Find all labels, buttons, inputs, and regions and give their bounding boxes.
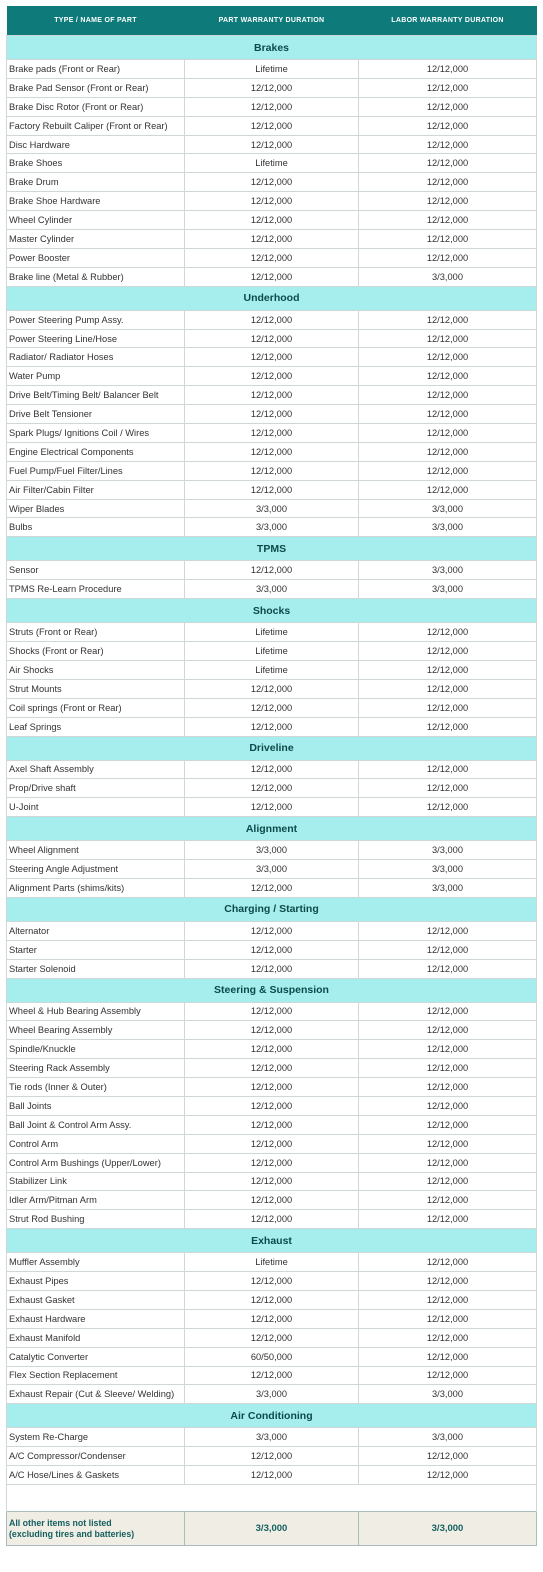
part-warranty-cell: 12/12,000 xyxy=(185,1002,359,1021)
part-name-cell: Air Shocks xyxy=(7,660,185,679)
header-part-name: TYPE / NAME OF PART xyxy=(7,6,185,36)
labor-warranty-cell: 3/3,000 xyxy=(359,267,537,286)
part-name-cell: Disc Hardware xyxy=(7,135,185,154)
part-warranty-cell: 12/12,000 xyxy=(185,1153,359,1172)
part-name-cell: Brake Drum xyxy=(7,173,185,192)
labor-warranty-cell: 12/12,000 xyxy=(359,1191,537,1210)
table-row xyxy=(7,1466,537,1485)
section-header-row xyxy=(7,897,537,921)
part-name-cell: Spindle/Knuckle xyxy=(7,1040,185,1059)
part-name-cell: A/C Hose/Lines & Gaskets xyxy=(7,1466,185,1485)
table-row xyxy=(7,499,537,518)
part-warranty-cell: 12/12,000 xyxy=(185,329,359,348)
table-row xyxy=(7,310,537,329)
labor-warranty-cell: 12/12,000 xyxy=(359,1210,537,1229)
labor-warranty-cell: 12/12,000 xyxy=(359,921,537,940)
part-name-cell: Struts (Front or Rear) xyxy=(7,623,185,642)
table-row xyxy=(7,779,537,798)
labor-warranty-cell: 12/12,000 xyxy=(359,154,537,173)
labor-warranty-cell: 12/12,000 xyxy=(359,1466,537,1485)
labor-warranty-cell: 12/12,000 xyxy=(359,1347,537,1366)
part-name-cell: Ball Joints xyxy=(7,1096,185,1115)
section-title: Air Conditioning xyxy=(7,1404,537,1428)
table-header-row xyxy=(7,6,537,36)
part-name-cell: Flex Section Replacement xyxy=(7,1366,185,1385)
labor-warranty-cell: 12/12,000 xyxy=(359,480,537,499)
part-name-cell: Leaf Springs xyxy=(7,717,185,736)
table-row xyxy=(7,1385,537,1404)
part-warranty-cell: 12/12,000 xyxy=(185,1078,359,1097)
part-name-cell: Stabilizer Link xyxy=(7,1172,185,1191)
labor-warranty-cell: 12/12,000 xyxy=(359,642,537,661)
part-warranty-cell: 12/12,000 xyxy=(185,959,359,978)
part-warranty-cell: 12/12,000 xyxy=(185,1040,359,1059)
part-name-cell: Strut Mounts xyxy=(7,679,185,698)
part-warranty-cell: 12/12,000 xyxy=(185,116,359,135)
table-row xyxy=(7,679,537,698)
part-name-cell: Drive Belt/Timing Belt/ Balancer Belt xyxy=(7,386,185,405)
section-title: Brakes xyxy=(7,36,537,60)
part-warranty-cell: 12/12,000 xyxy=(185,1210,359,1229)
labor-warranty-cell: 12/12,000 xyxy=(359,116,537,135)
part-warranty-cell: Lifetime xyxy=(185,660,359,679)
part-name-cell: Exhaust Hardware xyxy=(7,1309,185,1328)
part-warranty-cell: 12/12,000 xyxy=(185,480,359,499)
table-row xyxy=(7,1059,537,1078)
table-row xyxy=(7,878,537,897)
labor-warranty-cell: 12/12,000 xyxy=(359,698,537,717)
section-title: Charging / Starting xyxy=(7,897,537,921)
table-row xyxy=(7,660,537,679)
labor-warranty-cell: 12/12,000 xyxy=(359,1253,537,1272)
part-name-cell: Exhaust Gasket xyxy=(7,1290,185,1309)
table-row xyxy=(7,580,537,599)
part-name-cell: Muffler Assembly xyxy=(7,1253,185,1272)
part-name-cell: Power Steering Line/Hose xyxy=(7,329,185,348)
table-row xyxy=(7,1115,537,1134)
table-row xyxy=(7,348,537,367)
spacer-cell xyxy=(7,1485,537,1512)
table-row xyxy=(7,1328,537,1347)
table-row xyxy=(7,1153,537,1172)
part-warranty-cell: 12/12,000 xyxy=(185,1134,359,1153)
part-warranty-cell: 12/12,000 xyxy=(185,1021,359,1040)
part-warranty-cell: 12/12,000 xyxy=(185,1309,359,1328)
part-name-cell: Strut Rod Bushing xyxy=(7,1210,185,1229)
part-warranty-cell: 12/12,000 xyxy=(185,211,359,230)
table-row xyxy=(7,367,537,386)
part-warranty-cell: 12/12,000 xyxy=(185,1172,359,1191)
part-warranty-cell: 12/12,000 xyxy=(185,248,359,267)
part-name-cell: Control Arm xyxy=(7,1134,185,1153)
labor-warranty-cell: 3/3,000 xyxy=(359,860,537,879)
part-name-cell: Steering Angle Adjustment xyxy=(7,860,185,879)
part-name-cell: Fuel Pump/Fuel Filter/Lines xyxy=(7,461,185,480)
labor-warranty-cell: 12/12,000 xyxy=(359,329,537,348)
part-name-cell: Wheel Cylinder xyxy=(7,211,185,230)
table-row xyxy=(7,405,537,424)
labor-warranty-cell: 12/12,000 xyxy=(359,348,537,367)
table-row xyxy=(7,1253,537,1272)
part-name-cell: U-Joint xyxy=(7,798,185,817)
labor-warranty-cell: 3/3,000 xyxy=(359,499,537,518)
table-row xyxy=(7,760,537,779)
labor-warranty-cell: 12/12,000 xyxy=(359,1153,537,1172)
section-title: Exhaust xyxy=(7,1229,537,1253)
table-row xyxy=(7,78,537,97)
table-row xyxy=(7,97,537,116)
labor-warranty-cell: 12/12,000 xyxy=(359,1040,537,1059)
table-row xyxy=(7,1096,537,1115)
part-name-cell: TPMS Re-Learn Procedure xyxy=(7,580,185,599)
part-name-cell: Radiator/ Radiator Hoses xyxy=(7,348,185,367)
part-warranty-cell: 12/12,000 xyxy=(185,1366,359,1385)
table-row xyxy=(7,841,537,860)
section-title: TPMS xyxy=(7,537,537,561)
labor-warranty-cell: 12/12,000 xyxy=(359,717,537,736)
section-header-row xyxy=(7,286,537,310)
section-header-row xyxy=(7,817,537,841)
part-warranty-cell: 12/12,000 xyxy=(185,940,359,959)
footer-label-line1: All other items not listed xyxy=(9,1517,112,1528)
labor-warranty-cell: 3/3,000 xyxy=(359,518,537,537)
table-row xyxy=(7,518,537,537)
labor-warranty-cell: 12/12,000 xyxy=(359,1021,537,1040)
part-warranty-cell: 12/12,000 xyxy=(185,561,359,580)
table-row xyxy=(7,1447,537,1466)
labor-warranty-cell: 12/12,000 xyxy=(359,1328,537,1347)
table-row xyxy=(7,798,537,817)
labor-warranty-cell: 12/12,000 xyxy=(359,1172,537,1191)
labor-warranty-cell: 12/12,000 xyxy=(359,1002,537,1021)
footer-part-warranty: 3/3,000 xyxy=(185,1512,359,1546)
part-name-cell: Master Cylinder xyxy=(7,230,185,249)
part-name-cell: Steering Rack Assembly xyxy=(7,1059,185,1078)
labor-warranty-cell: 12/12,000 xyxy=(359,1290,537,1309)
part-warranty-cell: 12/12,000 xyxy=(185,760,359,779)
part-name-cell: Starter xyxy=(7,940,185,959)
part-warranty-cell: Lifetime xyxy=(185,623,359,642)
part-warranty-cell: 12/12,000 xyxy=(185,698,359,717)
part-name-cell: Tie rods (Inner & Outer) xyxy=(7,1078,185,1097)
table-row xyxy=(7,230,537,249)
labor-warranty-cell: 12/12,000 xyxy=(359,211,537,230)
labor-warranty-cell: 12/12,000 xyxy=(359,386,537,405)
part-warranty-cell: 3/3,000 xyxy=(185,580,359,599)
part-name-cell: System Re-Charge xyxy=(7,1428,185,1447)
labor-warranty-cell: 12/12,000 xyxy=(359,798,537,817)
section-title: Underhood xyxy=(7,286,537,310)
part-name-cell: Wheel Bearing Assembly xyxy=(7,1021,185,1040)
labor-warranty-cell: 12/12,000 xyxy=(359,679,537,698)
table-row xyxy=(7,1078,537,1097)
labor-warranty-cell: 3/3,000 xyxy=(359,878,537,897)
part-name-cell: Catalytic Converter xyxy=(7,1347,185,1366)
part-name-cell: Brake line (Metal & Rubber) xyxy=(7,267,185,286)
part-name-cell: Brake pads (Front or Rear) xyxy=(7,60,185,79)
table-row xyxy=(7,1347,537,1366)
part-warranty-cell: 12/12,000 xyxy=(185,1096,359,1115)
labor-warranty-cell: 3/3,000 xyxy=(359,580,537,599)
part-name-cell: Control Arm Bushings (Upper/Lower) xyxy=(7,1153,185,1172)
table-row xyxy=(7,1191,537,1210)
labor-warranty-cell: 3/3,000 xyxy=(359,561,537,580)
table-row xyxy=(7,940,537,959)
part-name-cell: Sensor xyxy=(7,561,185,580)
part-name-cell: Starter Solenoid xyxy=(7,959,185,978)
part-warranty-cell: 3/3,000 xyxy=(185,499,359,518)
part-warranty-cell: 12/12,000 xyxy=(185,1272,359,1291)
labor-warranty-cell: 12/12,000 xyxy=(359,173,537,192)
table-row xyxy=(7,329,537,348)
part-name-cell: Brake Pad Sensor (Front or Rear) xyxy=(7,78,185,97)
part-name-cell: Drive Belt Tensioner xyxy=(7,405,185,424)
labor-warranty-cell: 12/12,000 xyxy=(359,1272,537,1291)
part-warranty-cell: 12/12,000 xyxy=(185,135,359,154)
part-warranty-cell: 12/12,000 xyxy=(185,1191,359,1210)
part-name-cell: Power Booster xyxy=(7,248,185,267)
table-row xyxy=(7,60,537,79)
labor-warranty-cell: 12/12,000 xyxy=(359,1059,537,1078)
labor-warranty-cell: 12/12,000 xyxy=(359,760,537,779)
labor-warranty-cell: 12/12,000 xyxy=(359,424,537,443)
part-warranty-cell: 12/12,000 xyxy=(185,173,359,192)
part-warranty-cell: 12/12,000 xyxy=(185,230,359,249)
part-warranty-cell: 12/12,000 xyxy=(185,1328,359,1347)
footer-labor-warranty: 3/3,000 xyxy=(359,1512,537,1546)
footer-label xyxy=(7,1512,185,1546)
section-header-row xyxy=(7,36,537,60)
section-header-row xyxy=(7,599,537,623)
part-warranty-cell: 12/12,000 xyxy=(185,1115,359,1134)
table-row xyxy=(7,461,537,480)
labor-warranty-cell: 12/12,000 xyxy=(359,192,537,211)
part-name-cell: Water Pump xyxy=(7,367,185,386)
part-warranty-cell: Lifetime xyxy=(185,1253,359,1272)
part-warranty-cell: 12/12,000 xyxy=(185,405,359,424)
labor-warranty-cell: 12/12,000 xyxy=(359,1078,537,1097)
part-warranty-cell: 3/3,000 xyxy=(185,841,359,860)
part-warranty-cell: 3/3,000 xyxy=(185,518,359,537)
table-row xyxy=(7,1002,537,1021)
table-row xyxy=(7,1428,537,1447)
part-warranty-cell: 12/12,000 xyxy=(185,424,359,443)
table-row xyxy=(7,698,537,717)
labor-warranty-cell: 12/12,000 xyxy=(359,1309,537,1328)
labor-warranty-cell: 3/3,000 xyxy=(359,841,537,860)
part-warranty-cell: 12/12,000 xyxy=(185,461,359,480)
part-warranty-cell: 12/12,000 xyxy=(185,1290,359,1309)
footer-label-line2: (excluding tires and batteries) xyxy=(9,1528,135,1539)
table-row xyxy=(7,860,537,879)
table-row xyxy=(7,135,537,154)
labor-warranty-cell: 12/12,000 xyxy=(359,1115,537,1134)
section-title: Alignment xyxy=(7,817,537,841)
section-header-row xyxy=(7,1404,537,1428)
section-header-row xyxy=(7,736,537,760)
warranty-table xyxy=(6,6,537,1546)
table-row xyxy=(7,211,537,230)
part-name-cell: Power Steering Pump Assy. xyxy=(7,310,185,329)
part-name-cell: Idler Arm/Pitman Arm xyxy=(7,1191,185,1210)
part-warranty-cell: 12/12,000 xyxy=(185,779,359,798)
labor-warranty-cell: 12/12,000 xyxy=(359,959,537,978)
table-row xyxy=(7,1290,537,1309)
labor-warranty-cell: 12/12,000 xyxy=(359,367,537,386)
part-name-cell: Prop/Drive shaft xyxy=(7,779,185,798)
part-warranty-cell: 12/12,000 xyxy=(185,97,359,116)
part-warranty-cell: 12/12,000 xyxy=(185,798,359,817)
part-name-cell: Axel Shaft Assembly xyxy=(7,760,185,779)
table-row xyxy=(7,1172,537,1191)
table-row xyxy=(7,424,537,443)
part-warranty-cell: 12/12,000 xyxy=(185,1447,359,1466)
section-title: Shocks xyxy=(7,599,537,623)
part-warranty-cell: 12/12,000 xyxy=(185,192,359,211)
labor-warranty-cell: 12/12,000 xyxy=(359,1096,537,1115)
table-row xyxy=(7,480,537,499)
table-row xyxy=(7,173,537,192)
part-name-cell: Wheel & Hub Bearing Assembly xyxy=(7,1002,185,1021)
warranty-table-container xyxy=(6,6,536,1546)
section-title: Steering & Suspension xyxy=(7,978,537,1002)
part-warranty-cell: 12/12,000 xyxy=(185,878,359,897)
part-warranty-cell: Lifetime xyxy=(185,60,359,79)
part-name-cell: Shocks (Front or Rear) xyxy=(7,642,185,661)
table-row xyxy=(7,921,537,940)
part-warranty-cell: 12/12,000 xyxy=(185,717,359,736)
labor-warranty-cell: 12/12,000 xyxy=(359,78,537,97)
part-warranty-cell: 12/12,000 xyxy=(185,310,359,329)
table-row xyxy=(7,561,537,580)
labor-warranty-cell: 12/12,000 xyxy=(359,248,537,267)
part-warranty-cell: 60/50,000 xyxy=(185,1347,359,1366)
part-name-cell: Engine Electrical Components xyxy=(7,442,185,461)
section-title: Driveline xyxy=(7,736,537,760)
labor-warranty-cell: 12/12,000 xyxy=(359,310,537,329)
labor-warranty-cell: 3/3,000 xyxy=(359,1385,537,1404)
part-warranty-cell: 12/12,000 xyxy=(185,267,359,286)
part-name-cell: Spark Plugs/ Ignitions Coil / Wires xyxy=(7,424,185,443)
section-header-row xyxy=(7,1229,537,1253)
table-row xyxy=(7,642,537,661)
labor-warranty-cell: 12/12,000 xyxy=(359,660,537,679)
table-row xyxy=(7,116,537,135)
part-warranty-cell: 3/3,000 xyxy=(185,1428,359,1447)
table-body xyxy=(7,36,537,1485)
table-row xyxy=(7,154,537,173)
part-name-cell: Alternator xyxy=(7,921,185,940)
table-row xyxy=(7,248,537,267)
labor-warranty-cell: 12/12,000 xyxy=(359,442,537,461)
part-warranty-cell: 12/12,000 xyxy=(185,1466,359,1485)
part-warranty-cell: 12/12,000 xyxy=(185,442,359,461)
labor-warranty-cell: 12/12,000 xyxy=(359,230,537,249)
table-row xyxy=(7,1309,537,1328)
labor-warranty-cell: 12/12,000 xyxy=(359,405,537,424)
spacer-row xyxy=(7,1485,537,1512)
part-name-cell: Ball Joint & Control Arm Assy. xyxy=(7,1115,185,1134)
table-row xyxy=(7,1272,537,1291)
table-row xyxy=(7,1040,537,1059)
table-row xyxy=(7,1210,537,1229)
table-row xyxy=(7,717,537,736)
table-row xyxy=(7,267,537,286)
part-warranty-cell: 12/12,000 xyxy=(185,386,359,405)
part-name-cell: Exhaust Pipes xyxy=(7,1272,185,1291)
part-name-cell: A/C Compressor/Condenser xyxy=(7,1447,185,1466)
part-name-cell: Bulbs xyxy=(7,518,185,537)
section-header-row xyxy=(7,537,537,561)
part-warranty-cell: 3/3,000 xyxy=(185,1385,359,1404)
part-name-cell: Brake Shoes xyxy=(7,154,185,173)
table-row xyxy=(7,1021,537,1040)
labor-warranty-cell: 12/12,000 xyxy=(359,135,537,154)
part-warranty-cell: 12/12,000 xyxy=(185,1059,359,1078)
header-labor-warranty: LABOR WARRANTY DURATION xyxy=(359,6,537,36)
part-warranty-cell: 12/12,000 xyxy=(185,78,359,97)
labor-warranty-cell: 12/12,000 xyxy=(359,97,537,116)
part-name-cell: Alignment Parts (shims/kits) xyxy=(7,878,185,897)
part-name-cell: Brake Shoe Hardware xyxy=(7,192,185,211)
part-name-cell: Coil springs (Front or Rear) xyxy=(7,698,185,717)
labor-warranty-cell: 12/12,000 xyxy=(359,461,537,480)
table-row xyxy=(7,623,537,642)
labor-warranty-cell: 12/12,000 xyxy=(359,1366,537,1385)
table-row xyxy=(7,1134,537,1153)
table-row xyxy=(7,442,537,461)
part-warranty-cell: 12/12,000 xyxy=(185,921,359,940)
part-name-cell: Exhaust Manifold xyxy=(7,1328,185,1347)
table-row xyxy=(7,959,537,978)
labor-warranty-cell: 12/12,000 xyxy=(359,940,537,959)
part-name-cell: Exhaust Repair (Cut & Sleeve/ Welding) xyxy=(7,1385,185,1404)
part-warranty-cell: 3/3,000 xyxy=(185,860,359,879)
part-warranty-cell: 12/12,000 xyxy=(185,348,359,367)
labor-warranty-cell: 12/12,000 xyxy=(359,623,537,642)
labor-warranty-cell: 12/12,000 xyxy=(359,779,537,798)
labor-warranty-cell: 12/12,000 xyxy=(359,1447,537,1466)
part-name-cell: Wheel Alignment xyxy=(7,841,185,860)
part-name-cell: Wiper Blades xyxy=(7,499,185,518)
table-row xyxy=(7,192,537,211)
part-name-cell: Air Filter/Cabin Filter xyxy=(7,480,185,499)
part-warranty-cell: 12/12,000 xyxy=(185,367,359,386)
table-row xyxy=(7,1366,537,1385)
labor-warranty-cell: 12/12,000 xyxy=(359,1134,537,1153)
part-name-cell: Factory Rebuilt Caliper (Front or Rear) xyxy=(7,116,185,135)
labor-warranty-cell: 3/3,000 xyxy=(359,1428,537,1447)
footer-row xyxy=(7,1512,537,1546)
section-header-row xyxy=(7,978,537,1002)
part-warranty-cell: Lifetime xyxy=(185,154,359,173)
part-warranty-cell: 12/12,000 xyxy=(185,679,359,698)
labor-warranty-cell: 12/12,000 xyxy=(359,60,537,79)
part-name-cell: Brake Disc Rotor (Front or Rear) xyxy=(7,97,185,116)
part-warranty-cell: Lifetime xyxy=(185,642,359,661)
header-part-warranty: PART WARRANTY DURATION xyxy=(185,6,359,36)
table-row xyxy=(7,386,537,405)
